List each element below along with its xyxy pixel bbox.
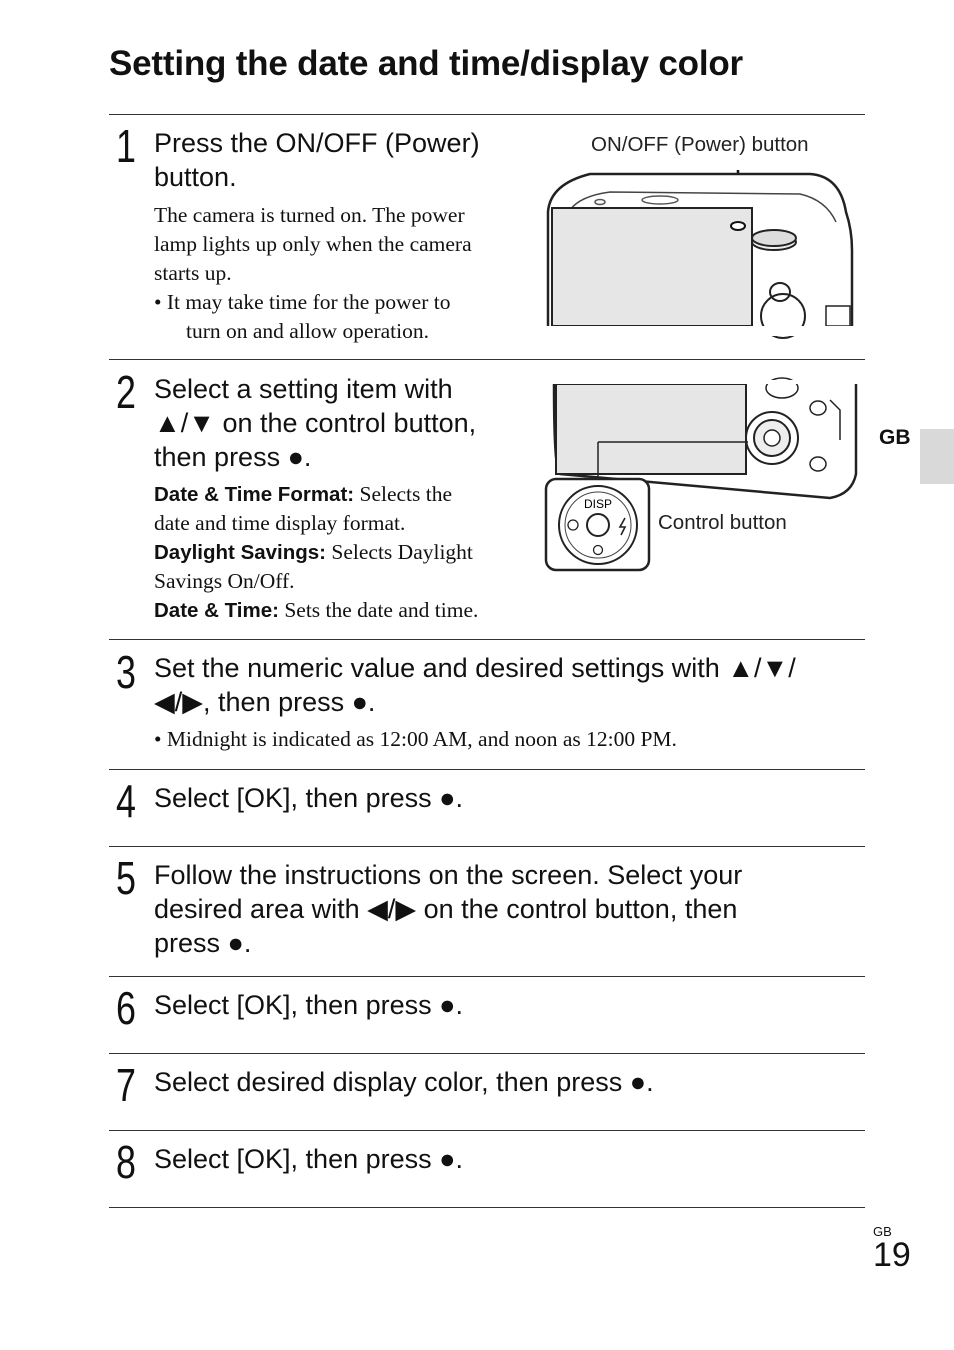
page-number: 19 (873, 1236, 911, 1274)
step-heading: Press the ON/OFF (Power) button. (154, 128, 480, 192)
section-tab-label: GB (879, 426, 911, 449)
setting-item: Date & Time: Sets the date and time. (154, 598, 479, 622)
page-number-label: GB (873, 1224, 892, 1239)
bullet-note: • It may take time for the power to turn on and allow operation. (154, 290, 451, 343)
step-6 (109, 976, 865, 1053)
bullet-note: • Midnight is indicated as 12:00 AM, and noon as 12:00 PM. (154, 727, 677, 751)
step-3 (109, 639, 865, 769)
step-heading: Select a setting item with ▲/▼ on the control button, then press ●. (154, 374, 477, 472)
control-button-icon (545, 478, 651, 572)
step-heading: Select desired display color, then press ●. (154, 1067, 654, 1097)
step-number: 2 (116, 366, 136, 418)
step-heading: Select [OK], then press ●. (154, 990, 463, 1020)
step-heading: Follow the instructions on the screen. Select your desired area with ◀/▶ on the control button, then press ●. (154, 860, 743, 958)
step-4 (109, 769, 865, 846)
setting-item: Date & Time Format: Selects the (154, 482, 453, 506)
disp-label: DISP (583, 497, 613, 511)
step-number: 8 (116, 1136, 136, 1188)
setting-item: Daylight Savings: Selects Daylight (154, 540, 473, 564)
divider (109, 1207, 865, 1208)
step-body: The camera is turned on. The power lamp lights up only when the camera starts up. • It may take time for the power to turn on and allow operation. (154, 201, 472, 346)
step-heading: Select [OK], then press ●. (154, 1144, 463, 1174)
step-number: 3 (116, 646, 136, 698)
camera-top-illustration (540, 160, 860, 330)
step-number: 5 (116, 852, 136, 904)
step-7 (109, 1053, 865, 1130)
step-heading: Set the numeric value and desired settings with ▲/▼/ ◀/▶, then press ●. (154, 653, 796, 717)
step-number: 6 (116, 982, 136, 1034)
step-8 (109, 1130, 865, 1207)
step-number: 7 (116, 1059, 136, 1111)
page-title: Setting the date and time/display color (109, 44, 743, 83)
step-number: 1 (116, 120, 136, 172)
power-button-caption: ON/OFF (Power) button (591, 133, 809, 156)
control-button-caption: Control button (658, 511, 787, 534)
step-heading: Select [OK], then press ●. (154, 783, 463, 813)
step-body: Date & Time Format: Selects the date and time display format. Daylight Savings: Selects Daylight Savings On/Off. Date & Time: Sets the date and time. (154, 480, 478, 625)
section-tab (920, 429, 954, 484)
step-number: 4 (116, 775, 136, 827)
step-5 (109, 846, 865, 976)
